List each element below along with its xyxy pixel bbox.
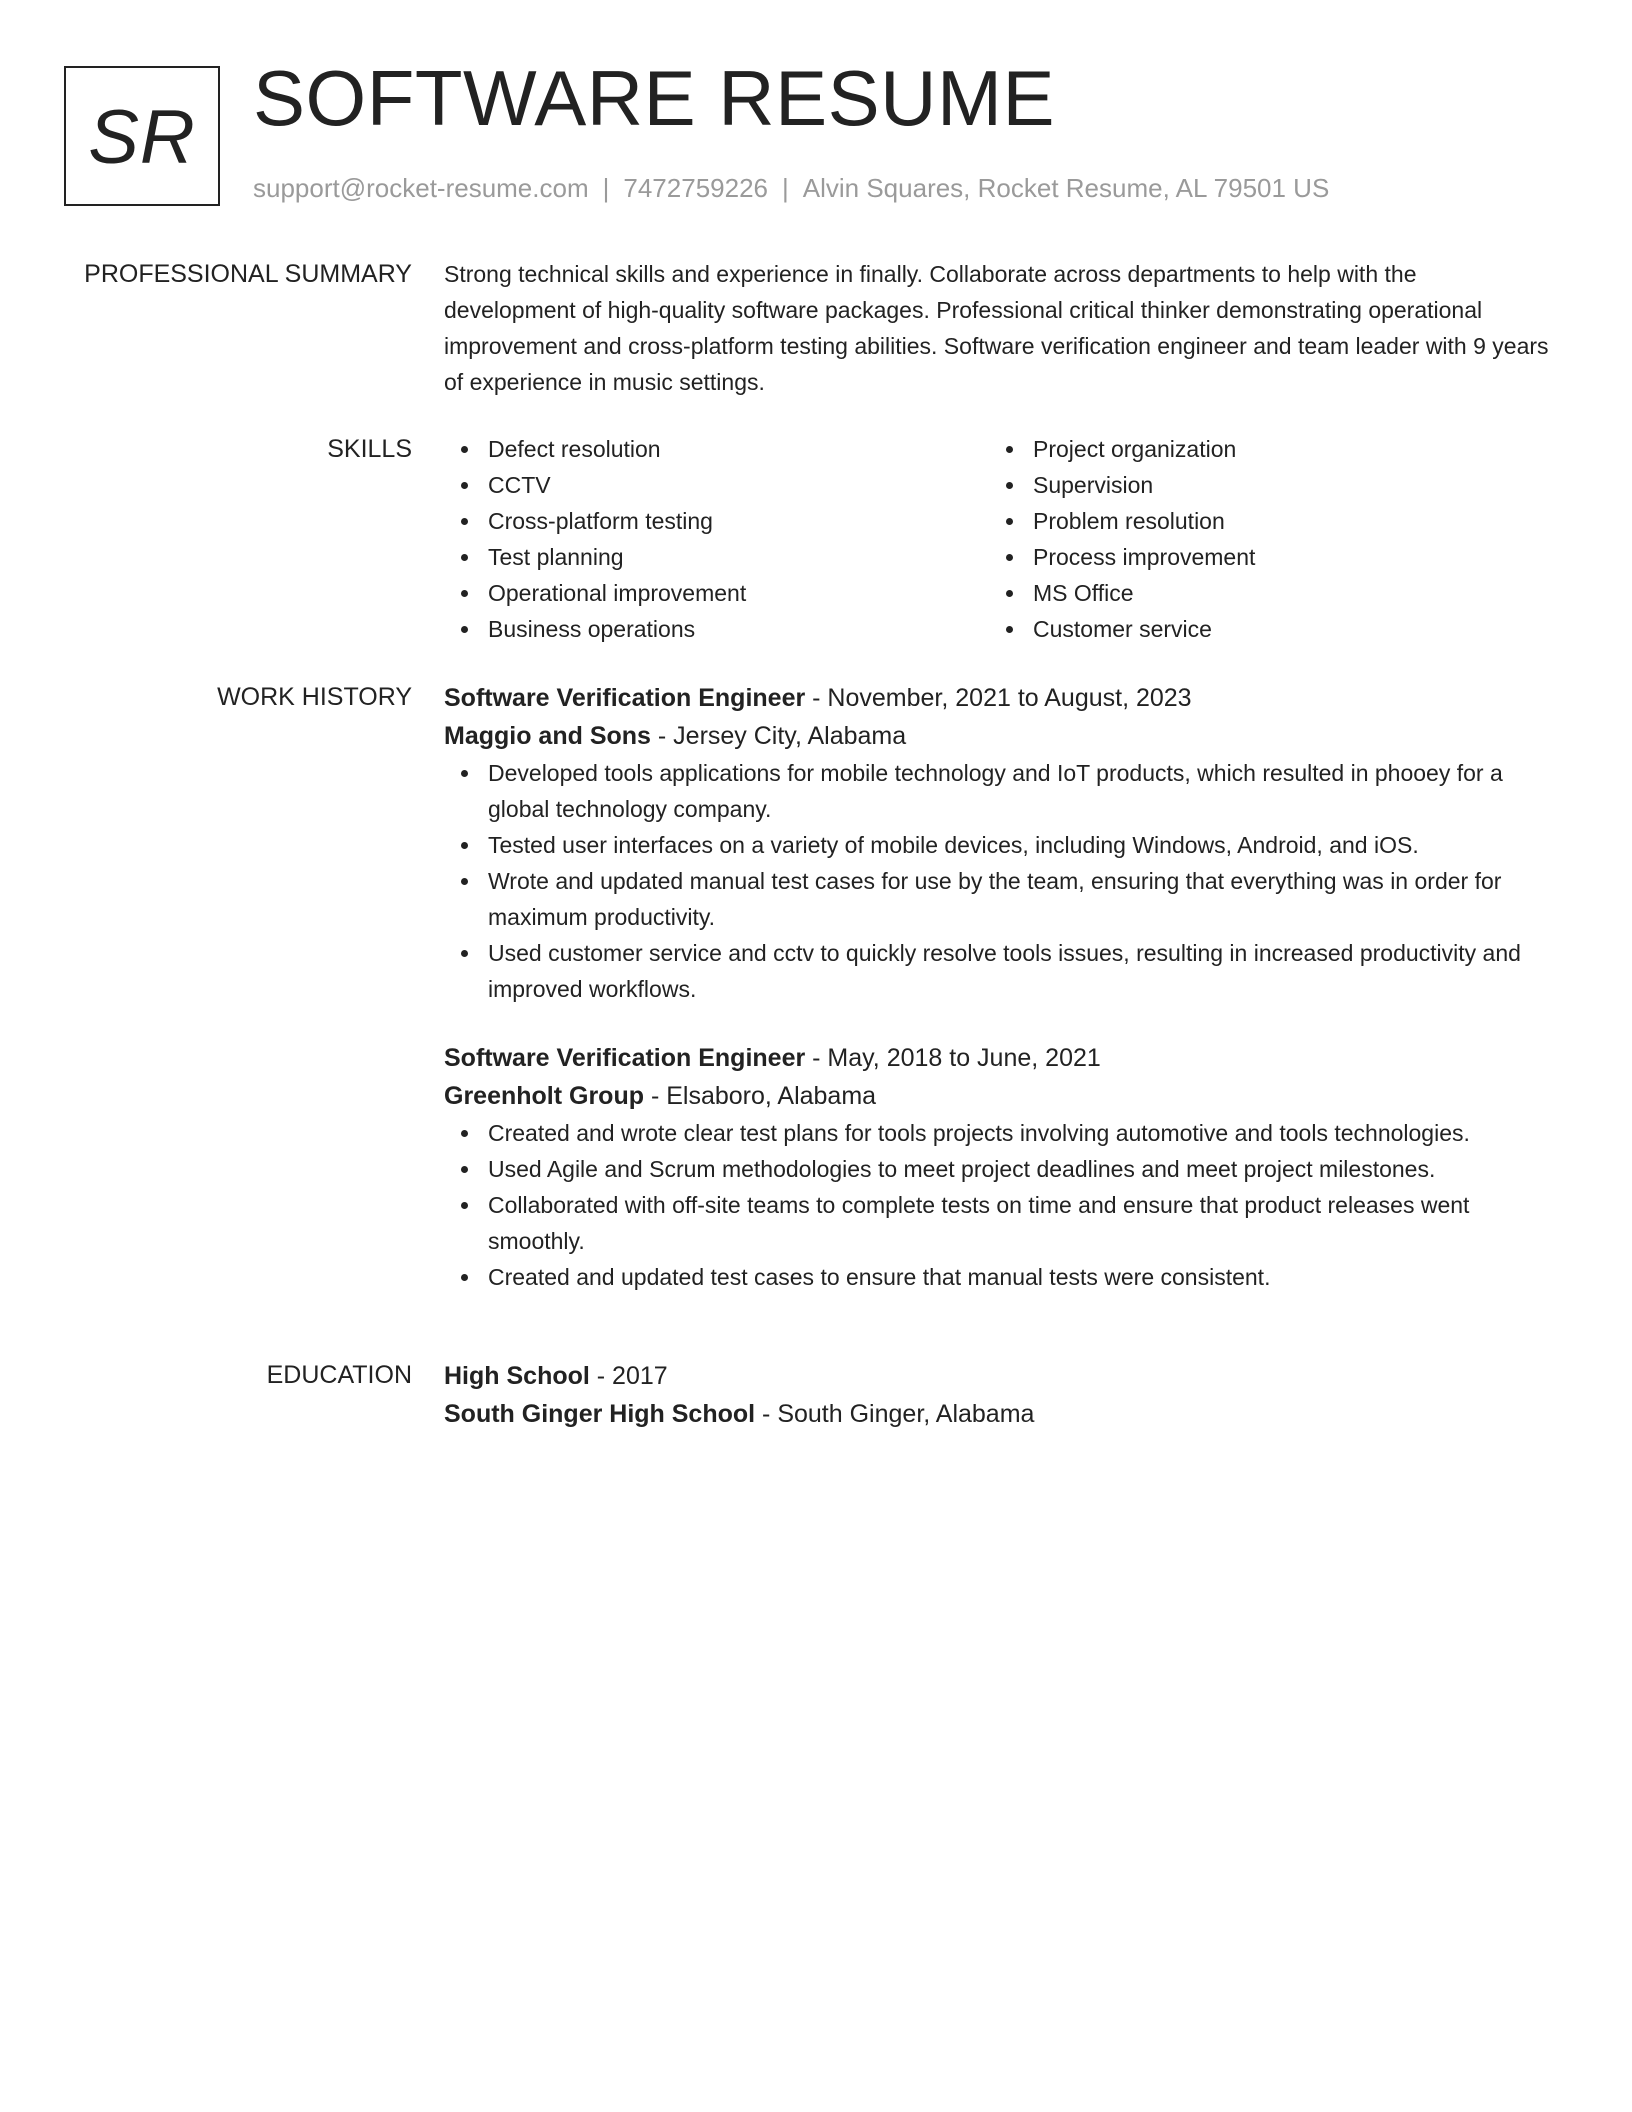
skill-item xyxy=(444,575,989,611)
resume-title: SOFTWARE RESUME xyxy=(253,54,1055,142)
bullet-icon xyxy=(461,1130,468,1137)
bullet-icon xyxy=(1006,446,1013,453)
contact-separator: | xyxy=(602,173,610,203)
job-bullet-text: Used customer service and cctv to quickly resolve tools issues, resulting in increased productivity and improved workflows. xyxy=(488,940,1521,1002)
job-bullet-text: Collaborated with off-site teams to complete tests on time and ensure that product releases went smoothly. xyxy=(488,1192,1470,1254)
skills-column-right xyxy=(989,431,1534,647)
bullet-icon xyxy=(461,446,468,453)
skills-grid xyxy=(444,431,1554,647)
bullet-icon xyxy=(461,626,468,633)
skill-item xyxy=(444,539,989,575)
job-bullets xyxy=(444,755,1554,1007)
bullet-icon xyxy=(461,482,468,489)
contact-email: support@rocket-resume.com xyxy=(253,173,589,203)
job-bullet-text: Tested user interfaces on a variety of mobile devices, including Windows, Android, and iOS. xyxy=(488,832,1419,858)
skill-text: Defect resolution xyxy=(488,436,661,462)
job-entry xyxy=(444,679,1554,1007)
bullet-icon xyxy=(461,518,468,525)
skill-text: Supervision xyxy=(1033,472,1154,498)
skill-item xyxy=(444,467,989,503)
skill-text: Process improvement xyxy=(1033,544,1256,570)
skill-text: Cross-platform testing xyxy=(488,508,713,534)
bullet-icon xyxy=(461,1274,468,1281)
contact-phone: 7472759226 xyxy=(623,173,768,203)
bullet-icon xyxy=(461,590,468,597)
skill-text: Customer service xyxy=(1033,616,1212,642)
education-location: - South Ginger, Alabama xyxy=(755,1400,1035,1428)
education-body xyxy=(444,1357,1554,1433)
education-degree-line xyxy=(444,1357,1554,1395)
job-bullet-text: Created and updated test cases to ensure that manual tests were consistent. xyxy=(488,1264,1271,1290)
job-title: Software Verification Engineer xyxy=(444,684,806,712)
bullet-icon xyxy=(461,554,468,561)
skill-item xyxy=(989,611,1534,647)
bullet-icon xyxy=(1006,626,1013,633)
job-title-line xyxy=(444,1039,1554,1077)
education-school-line xyxy=(444,1395,1554,1433)
bullet-icon xyxy=(1006,518,1013,525)
skill-text: MS Office xyxy=(1033,580,1134,606)
bullet-icon xyxy=(461,842,468,849)
bullet-icon xyxy=(461,1166,468,1173)
job-location: - Jersey City, Alabama xyxy=(650,722,907,750)
section-label-work-history: WORK HISTORY xyxy=(217,683,412,711)
bullet-icon xyxy=(1006,590,1013,597)
skill-item xyxy=(989,575,1534,611)
contact-line xyxy=(253,172,1329,206)
bullet-icon xyxy=(461,950,468,957)
job-bullet xyxy=(444,935,1554,1007)
job-bullet xyxy=(444,755,1554,827)
skill-item xyxy=(989,431,1534,467)
bullet-icon xyxy=(461,1202,468,1209)
job-dates: - November, 2021 to August, 2023 xyxy=(805,684,1192,712)
bullet-icon xyxy=(461,878,468,885)
contact-separator: | xyxy=(782,173,789,203)
skill-item xyxy=(989,467,1534,503)
job-bullet-text: Developed tools applications for mobile technology and IoT products, which resulted in phooey for a global technology company. xyxy=(488,760,1503,822)
skill-item xyxy=(444,611,989,647)
work-history-body xyxy=(444,679,1554,1295)
skill-text: Problem resolution xyxy=(1033,508,1225,534)
job-company-line xyxy=(444,717,1554,755)
job-title-line xyxy=(444,679,1554,717)
skills-list-left xyxy=(444,431,989,647)
skill-text: CCTV xyxy=(488,472,551,498)
job-location: - Elsaboro, Alabama xyxy=(644,1082,877,1110)
skill-text: Operational improvement xyxy=(488,580,747,606)
section-label-education: EDUCATION xyxy=(266,1361,412,1389)
job-bullet-text: Created and wrote clear test plans for tools projects involving automotive and tools technologies. xyxy=(488,1120,1470,1146)
job-bullet xyxy=(444,863,1554,935)
monogram-box xyxy=(64,66,220,206)
job-bullet xyxy=(444,1115,1554,1151)
monogram-initials: SR xyxy=(88,94,196,180)
summary-text: Strong technical skills and experience in finally. Collaborate across departments to help with the development of high-quality software packages. Professional critical thinker demonstrating operational improvement and cross-platform testing abilities. Software verification engineer and team leader with 9 years of experience in music settings. xyxy=(444,261,1549,395)
section-label-summary: PROFESSIONAL SUMMARY xyxy=(84,260,412,288)
job-bullet-text: Wrote and updated manual test cases for use by the team, ensuring that everything was in order for maximum productivity. xyxy=(488,868,1502,930)
job-company: Maggio and Sons xyxy=(444,722,651,750)
education-year: - 2017 xyxy=(589,1362,668,1390)
job-company: Greenholt Group xyxy=(444,1082,644,1110)
skill-text: Test planning xyxy=(488,544,624,570)
job-bullet xyxy=(444,827,1554,863)
contact-address: Alvin Squares, Rocket Resume, AL 79501 US xyxy=(802,173,1330,203)
job-entry xyxy=(444,1039,1554,1295)
job-bullet xyxy=(444,1187,1554,1259)
job-bullets xyxy=(444,1115,1554,1295)
summary-body xyxy=(444,256,1554,400)
skill-text: Business operations xyxy=(488,616,696,642)
section-label-skills: SKILLS xyxy=(327,435,412,463)
skills-column-left xyxy=(444,431,989,647)
bullet-icon xyxy=(1006,554,1013,561)
bullet-icon xyxy=(461,770,468,777)
job-company-line xyxy=(444,1077,1554,1115)
skills-list-right xyxy=(989,431,1534,647)
skill-item xyxy=(989,539,1534,575)
skills-body xyxy=(444,431,1554,647)
job-bullet xyxy=(444,1151,1554,1187)
skill-item xyxy=(444,503,989,539)
job-bullet xyxy=(444,1259,1554,1295)
education-school: South Ginger High School xyxy=(444,1400,756,1428)
skill-item xyxy=(989,503,1534,539)
skill-text: Project organization xyxy=(1033,436,1237,462)
job-bullet-text: Used Agile and Scrum methodologies to meet project deadlines and meet project milestones. xyxy=(488,1156,1436,1182)
education-degree: High School xyxy=(444,1362,590,1390)
job-dates: - May, 2018 to June, 2021 xyxy=(805,1044,1101,1072)
skill-item xyxy=(444,431,989,467)
job-title: Software Verification Engineer xyxy=(444,1044,806,1072)
bullet-icon xyxy=(1006,482,1013,489)
